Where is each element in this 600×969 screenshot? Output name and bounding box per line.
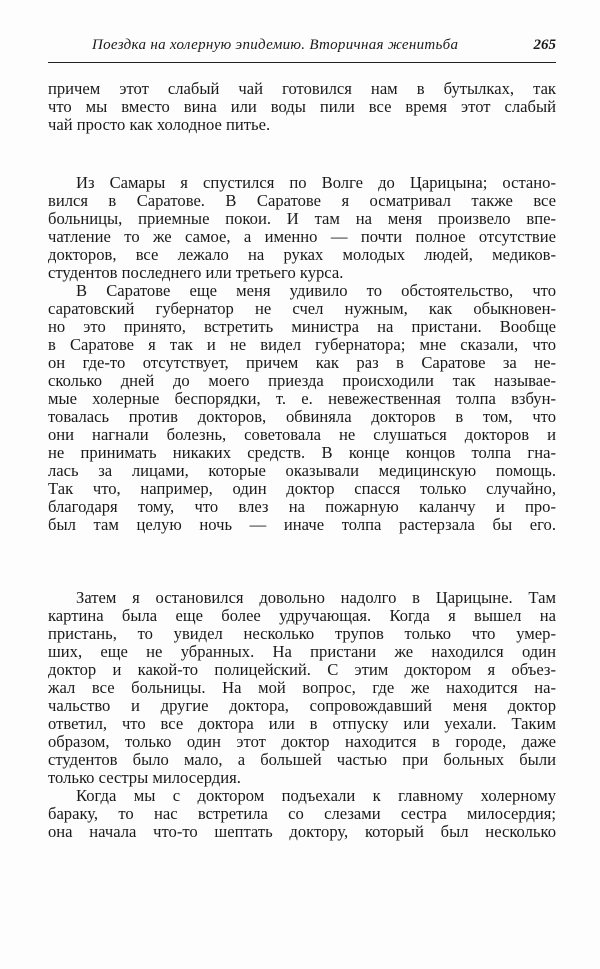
text-line: в Саратове я так и не видел губернатора; мне сказали, что (48, 335, 556, 354)
text-line: бараку, то нас встретила со слезами сестра милосердия; (48, 804, 556, 823)
text-line: ших, еще не убранных. На пристани же находился один (48, 642, 556, 661)
page-number: 265 (533, 37, 556, 53)
text-line: сколько дней до моего приезда происходили так называе- (48, 371, 556, 390)
text-line: Затем я остановился довольно надолго в Царицыне. Там (76, 588, 556, 607)
text-line: саратовский губернатор не счел нужным, как обыкновен- (48, 299, 556, 318)
text-line: Когда мы с доктором подъехали к главному холерному (76, 786, 556, 805)
text-line: товалась против докторов, обвиняла докторов в том, что (48, 407, 556, 426)
paragraph-block (48, 589, 556, 841)
paragraph-block (48, 80, 556, 134)
text-line: благодаря тому, что влез на пожарную каланчу и про- (48, 497, 556, 516)
text-line: она начала что-то шептать доктору, который был несколько (48, 822, 556, 841)
text-line: что мы вместо вина или воды пили все время этот слабый (48, 97, 556, 116)
running-title: Поездка на холерную эпидемию. Вторичная женитьба (92, 37, 459, 53)
text-line: лась за лицами, которые оказывали медицинскую помощь. (48, 461, 556, 480)
text-line: студентов было мало, а большей частью при больных были (48, 750, 556, 769)
running-header (92, 37, 556, 57)
header-rule (48, 62, 556, 63)
text-line: вился в Саратове. В Саратове я осматривал также все (48, 191, 556, 210)
text-line: мые холерные беспорядки, т. е. невежественная толпа взбун- (48, 389, 556, 408)
text-line: причем этот слабый чай готовился нам в бутылках, так (48, 79, 556, 98)
text-line: докторов, все лежало на руках молодых людей, медиков- (48, 245, 556, 264)
text-line: жал все больницы. На мой вопрос, где же находится на- (48, 678, 556, 697)
text-line: только сестры милосердия. (48, 768, 241, 787)
text-line: но это принято, встретить министра на пристани. Вообще (48, 317, 556, 336)
text-line: не принимать никаких средств. В конце концов толпа гна- (48, 443, 556, 462)
text-line: Так что, например, один доктор спасся только случайно, (48, 479, 556, 498)
text-line: картина была еще более удручающая. Когда я вышел на (48, 606, 556, 625)
text-line: образом, только один этот доктор находится в городе, даже (48, 732, 556, 751)
text-line: они нагнали болезнь, советовала не слушаться докторов и (48, 425, 556, 444)
text-line: чай просто как холодное питье. (48, 115, 271, 134)
text-line: доктор и какой-то полицейский. С этим доктором я объез- (48, 660, 556, 679)
text-line: больницы, приемные покои. И там на меня произвело впе- (48, 209, 556, 228)
text-line: ответил, что все доктора или в отпуску или уехали. Таким (48, 714, 556, 733)
text-line: пристань, то увидел несколько трупов только что умер- (48, 624, 556, 643)
text-line: чатление то же самое, а именно — почти полное отсутствие (48, 227, 556, 246)
paragraph-block (48, 174, 556, 534)
text-line: Из Самары я спустился по Волге до Царицына; остано- (76, 173, 556, 192)
text-line: он где-то отсутствует, причем как раз в Саратове за не- (48, 353, 556, 372)
text-line: был там целую ночь — иначе толпа растерзала бы его. (48, 515, 556, 534)
text-line: чальство и другие доктора, сопровождавший меня доктор (48, 696, 556, 715)
text-line: В Саратове еще меня удивило то обстоятельство, что (76, 281, 556, 300)
text-line: студентов последнего или третьего курса. (48, 263, 344, 282)
